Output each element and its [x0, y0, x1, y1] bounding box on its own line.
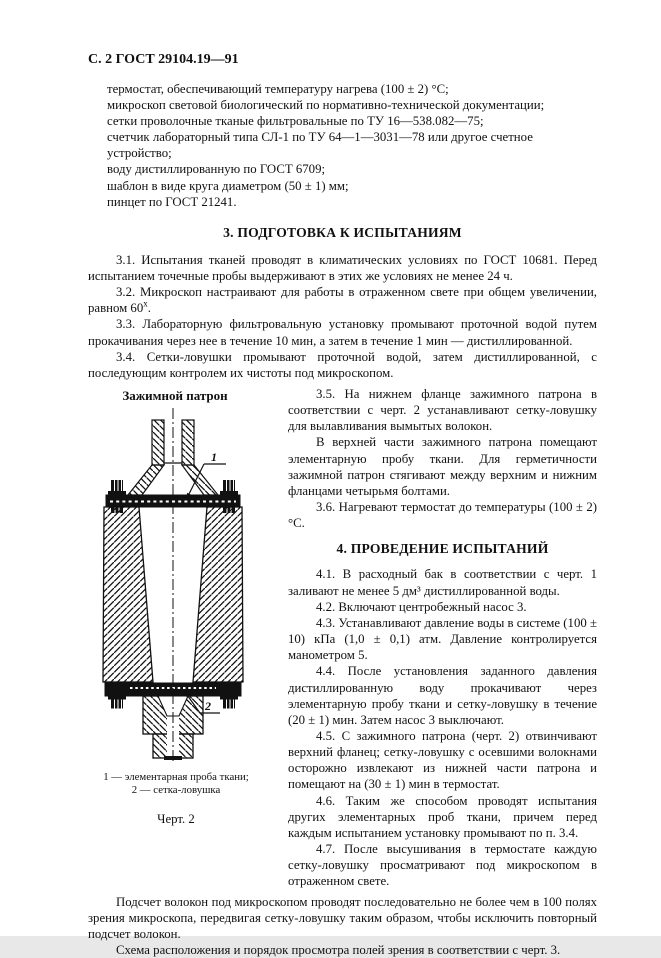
paragraph-4-6: 4.6. Таким же способом проводят испытания других элементарных проб ткани, причем перед каждым испытанием установку промывают по п. 3.4.	[288, 793, 597, 840]
figure-title: Зажимной патрон	[122, 388, 228, 403]
two-column-region	[88, 386, 597, 890]
paragraph-4-4: 4.4. После установления заданного давления дистиллированную воду прокачивают через элементарную пробу ткани и сетку-ловушку в течение (20 ± 1) мин. Затем насос 3 выключают.	[288, 664, 597, 727]
paragraph-4-2: 4.2. Включают центробежный насос 3.	[316, 599, 527, 614]
equipment-item: термостат, обеспечивающий температуру нагрева (100 ± 2) °С;	[107, 82, 449, 96]
paragraph-3-2-text: 3.2. Микроскоп настраивают для работы в отраженном свете при общем увеличении, равном 60	[88, 285, 597, 316]
legend-line-2: 2 — сетка-ловушка	[131, 784, 221, 796]
paragraph-3-2-tail: .	[147, 301, 151, 316]
figure-caption: Черт. 2	[157, 812, 195, 826]
paragraph-3-5a: В верхней части зажимного патрона помещают элементарную пробу ткани. Для герметичности зажимной патрон стягивают между верхним и нижним фланцами четырьмя болтами.	[288, 435, 597, 498]
paragraph-scheme: Схема расположения и порядок просмотра полей зрения в соответствии с черт. 3.	[116, 943, 561, 957]
equipment-item: микроскоп световой биологический по нормативно-технической документации;	[107, 98, 545, 113]
figure-legend	[88, 771, 264, 797]
equipment-item: воду дистиллированную по ГОСТ 6709;	[107, 162, 326, 177]
paragraph-3-1: 3.1. Испытания тканей проводят в климатических условиях по ГОСТ 10681. Перед испытанием точечные пробы выдерживают в этих же условиях не менее 24 ч.	[88, 252, 597, 283]
page-content	[88, 52, 597, 958]
equipment-item: счетчик лабораторный типа СЛ-1 по ТУ 64—1—3031—78 или другое счетное устройство;	[107, 130, 533, 161]
section-4-title: 4. ПРОВЕДЕНИЕ ИСПЫТАНИЙ	[336, 541, 549, 557]
magnification-superscript: х	[143, 298, 148, 309]
paragraph-3-4: 3.4. Сетки-ловушки промывают проточной водой, затем дистиллированной, с последующим контролем их чистоты под микроскопом.	[88, 349, 597, 380]
paragraph-3-5: 3.5. На нижнем фланце зажимного патрона в соответствии с черт. 2 устанавливают сетку-ловушку для вылавливания вымытых волокон.	[288, 387, 597, 434]
paragraph-4-7: 4.7. После высушивания в термостате каждую сетку-ловушку просматривают под микроскопом в отраженном свете.	[288, 842, 597, 889]
callout-1-label: 1	[211, 450, 217, 464]
closing-paragraphs	[88, 894, 597, 958]
paragraph-fiber-count: Подсчет волокон под микроскопом проводят последовательно не более чем в 100 полях зрения микроскопа, передвигая сетку-ловушку таким образом, чтобы исключить повторный подсчет волокон.	[88, 894, 597, 941]
equipment-list	[88, 81, 597, 210]
clamping-cartridge-figure	[88, 406, 288, 768]
paragraph-3-2	[88, 284, 597, 316]
paragraph-3-6: 3.6. Нагревают термостат до температуры (100 ± 2) °С.	[288, 500, 597, 531]
section-3-title: 3. ПОДГОТОВКА К ИСПЫТАНИЯМ	[223, 224, 462, 240]
page-header: С. 2 ГОСТ 29104.19—91	[88, 52, 239, 67]
callout-2-label: 2	[205, 699, 211, 713]
paragraph-4-3: 4.3. Устанавливают давление воды в системе (100 ± 10) кПа (1,0 ± 0,1) атм. Давление контролируется манометром 5.	[288, 615, 597, 663]
legend-line-1: 1 — элементарная проба ткани;	[103, 771, 249, 783]
equipment-item: пинцет по ГОСТ 21241.	[107, 194, 237, 209]
equipment-item: сетки проволочные тканые фильтровальные по ТУ 16—538.082—75;	[107, 114, 484, 129]
equipment-item: шаблон в виде круга диаметром (50 ± 1) мм;	[107, 178, 349, 193]
paragraph-4-1: 4.1. В расходный бак в соответствии с черт. 1 заливают не менее 5 дм³ дистиллированной воды.	[288, 567, 597, 598]
text-column	[288, 386, 597, 890]
paragraph-3-3: 3.3. Лабораторную фильтровальную установку промывают проточной водой путем прокачивания через нее в течение 10 мин, а затем в течение 1 мин — дистиллированной.	[88, 317, 597, 348]
paragraph-4-5: 4.5. С зажимного патрона (черт. 2) отвинчивают верхний фланец; сетку-ловушку с осевшими волокнами осторожно извлекают из нижней части патрона и помещают на (30 ± 1) мин в термостат.	[288, 728, 597, 792]
figure-column	[88, 386, 288, 890]
